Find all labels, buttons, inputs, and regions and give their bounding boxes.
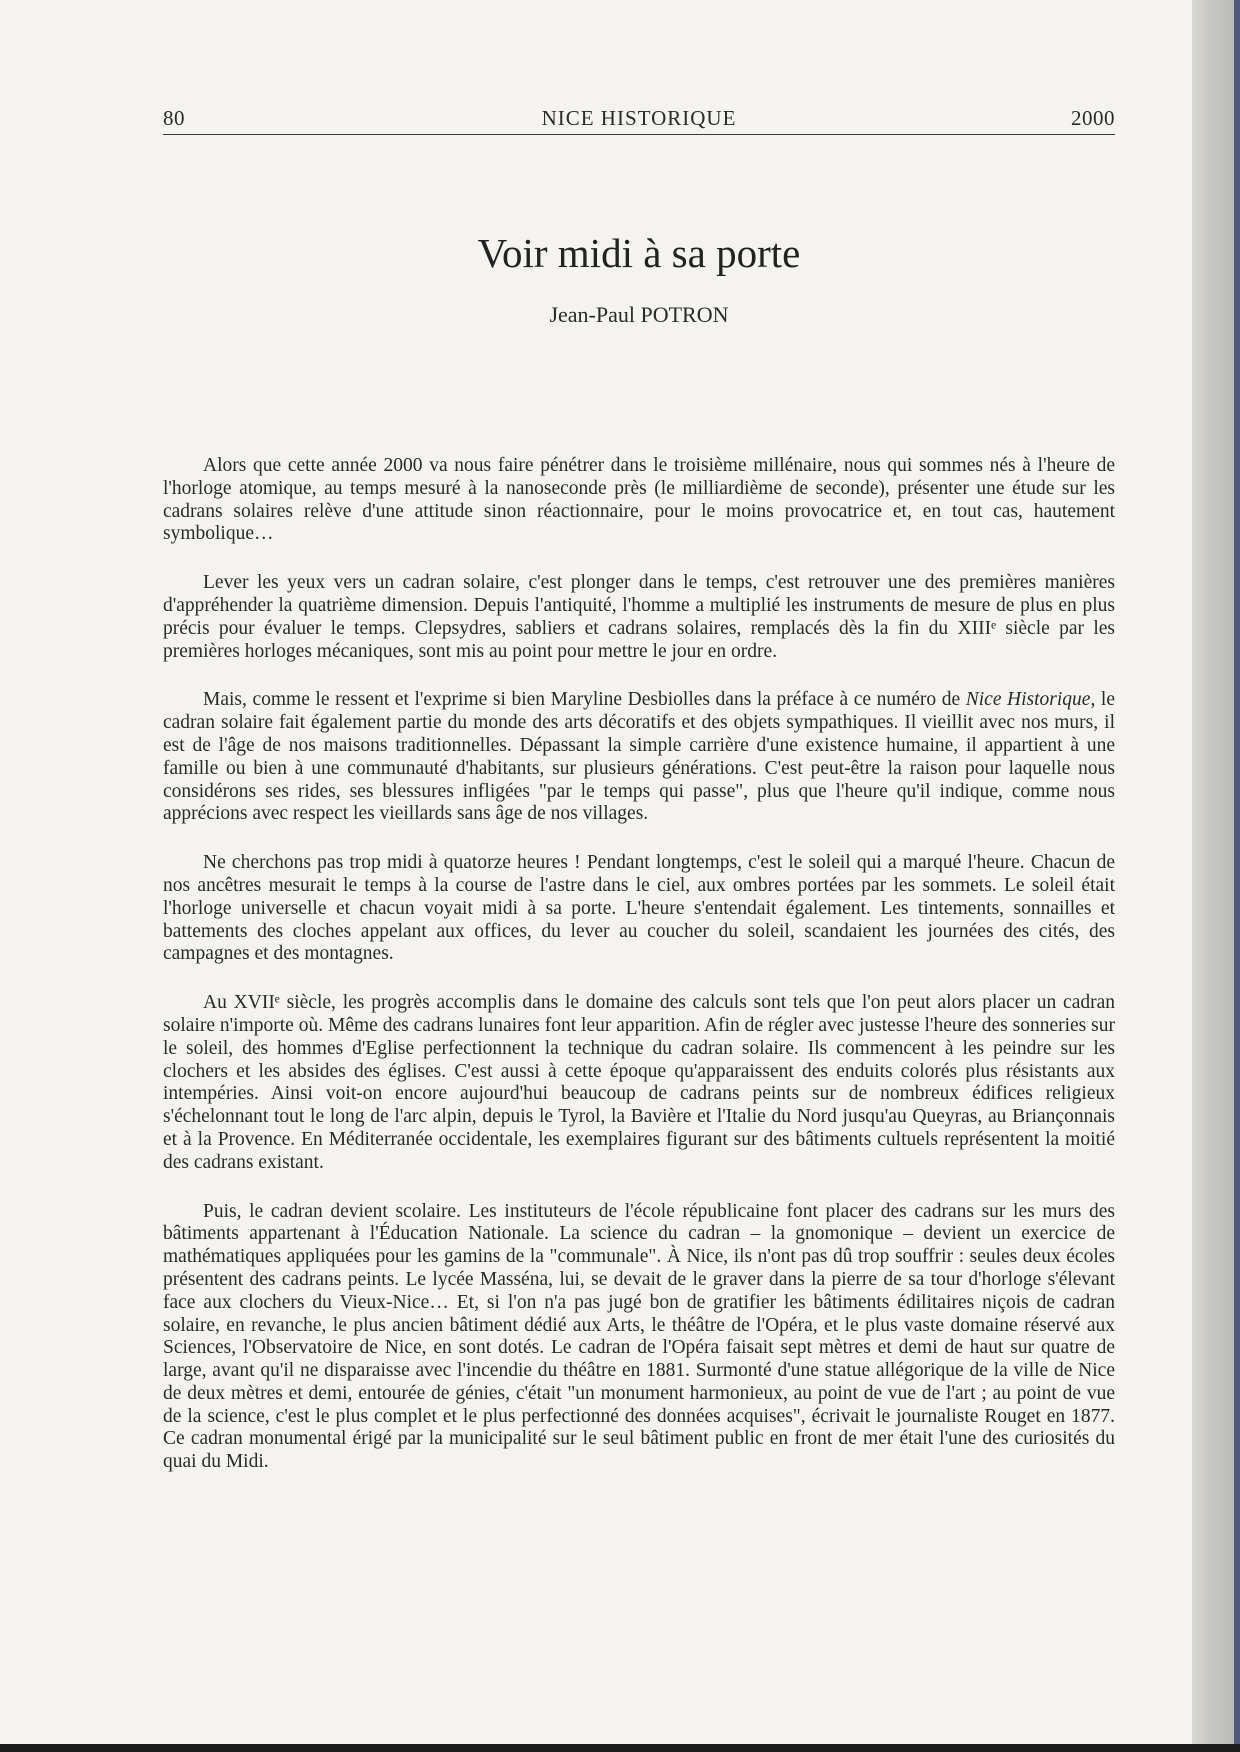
paragraph-1: Alors que cette année 2000 va nous faire pénétrer dans le troisième millénaire, nous qui sommes nés à l'heure de l'horloge atomique, au temps mesuré à la nanoseconde près (le milliardième de seconde), présenter une étude sur les cadrans solaires relève d'une attitude sinon réactionnaire, pour le moins provocatrice et, en tout cas, hautement symbolique… — [163, 455, 1115, 545]
paragraph-2: Lever les yeux vers un cadran solaire, c'est plonger dans le temps, c'est retrouver une des premières manières d'appréhender la quatrième dimension. Depuis l'antiquité, l'homme a multiplié les instruments de mesure de plus en plus précis pour évaluer le temps. Clepsydres, sabliers et cadrans solaires, remplacés dès la fin du XIIIᵉ siècle par les premières horloges mécaniques, sont mis au point pour mettre le jour en ordre. — [163, 572, 1115, 662]
scan-border-strip — [1234, 0, 1240, 1752]
article-body — [163, 455, 1115, 1474]
article-author: Jean-Paul POTRON — [549, 302, 729, 327]
running-header — [163, 104, 1115, 135]
paragraph-4: Ne cherchons pas trop midi à quatorze heures ! Pendant longtemps, c'est le soleil qui a marqué l'heure. Chacun de nos ancêtres mesurait le temps à la course de l'astre dans le ciel, aux ombres portées par les sommets. Le soleil était l'horloge universelle et chacun voyait midi à sa porte. L'heure s'entendait également. Les tintements, sonnailles et battements des cloches appelant aux offices, du lever au coucher du soleil, scandaient les journées des cités, des campagnes et des montagnes. — [163, 852, 1115, 965]
paragraph-3-text-after: , le cadran solaire fait également partie du monde des arts décoratifs et des objets sympathiques. Il vieillit avec nos murs, il est de l'âge de nos maisons traditionnelles. Dépassant la simple carrière d'une existence humaine, il appartient à une famille ou bien à une communauté d'habitants, sur plusieurs générations. C'est peut-être la raison pour laquelle nous considérons ses rides, ses blessures infligées "par le temps qui passe", plus que l'heure qu'il indique, comme nous apprécions avec respect les vieillards sans âge de nos villages. — [163, 689, 1115, 825]
paragraph-6: Puis, le cadran devient scolaire. Les instituteurs de l'école républicaine font placer des cadrans sur les murs des bâtiments appartenant à l'Éducation Nationale. La science du cadran – la gnomonique – devient un exercice de mathématiques appliquées pour les gamins de la "communale". À Nice, ils n'ont pas dû trop souffrir : seules deux écoles présentent des cadrans peints. Le lycée Masséna, lui, se devait de le graver dans la pierre de sa tour d'horloge s'élevant face aux clochers du Vieux-Nice… Et, si l'on n'a pas jugé bon de gratifier les bâtiments édilitaires niçois de cadran solaire, en revanche, le plus ancien bâtiment dédié aux Arts, le théâtre de l'Opéra, et le plus vaste domaine réservé aux Sciences, l'Observatoire de Nice, en sont dotés. Le cadran de l'Opéra faisait sept mètres et demi de haut sur quatre de large, avant qu'il ne disparaisse avec l'incendie du théâtre en 1881. Surmonté d'une statue allégorique de la ville de Nice de deux mètres et demi, entourée de génies, c'était "un monument harmonieux, au point de vue de l'art ; au point de vue de la science, c'est le plus complet et le plus perfectionné des données acquises", écrivait le journaliste Rouget en 1877. Ce cadran monumental érigé par la municipalité sur le seul bâtiment public en front de mer était l'une des curiosités du quai du Midi. — [163, 1200, 1115, 1473]
paragraph-3-text-before: Mais, comme le ressent et l'exprime si bien Maryline Desbiolles dans la préface à ce numéro de — [203, 689, 966, 711]
journal-name: NICE HISTORIQUE — [541, 106, 737, 130]
scan-border-bottom — [0, 1744, 1240, 1752]
paragraph-3 — [163, 689, 1115, 826]
page-number: 80 — [163, 106, 185, 130]
document-page — [163, 104, 1115, 1500]
journal-title-italic: Nice Historique — [965, 689, 1091, 711]
publication-year: 2000 — [1071, 106, 1115, 130]
article-title: Voir midi à sa porte — [477, 230, 801, 276]
scan-page-edge-right — [1192, 0, 1240, 1752]
paragraph-5: Au XVIIᵉ siècle, les progrès accomplis dans le domaine des calculs sont tels que l'on peut alors placer un cadran solaire n'importe où. Même des cadrans lunaires font leur apparition. Afin de régler avec justesse l'heure des sonneries sur le soleil, des hommes d'Eglise perfectionnent la technique du cadran solaire. Ils commencent à les peindre sur les clochers et les absides des églises. C'est aussi à cette époque qu'apparaissent des enduits colorés plus résistants aux intempéries. Ainsi voit-on encore aujourd'hui beaucoup de cadrans peints sur de nombreux édifices religieux s'échelonnant tout le long de l'arc alpin, depuis le Tyrol, la Bavière et l'Italie du Nord jusqu'au Queyras, au Briançonnais et à la Provence. En Méditerranée occidentale, les exemplaires figurant sur des bâtiments cultuels représentent la moitié des cadrans existant. — [163, 992, 1115, 1173]
